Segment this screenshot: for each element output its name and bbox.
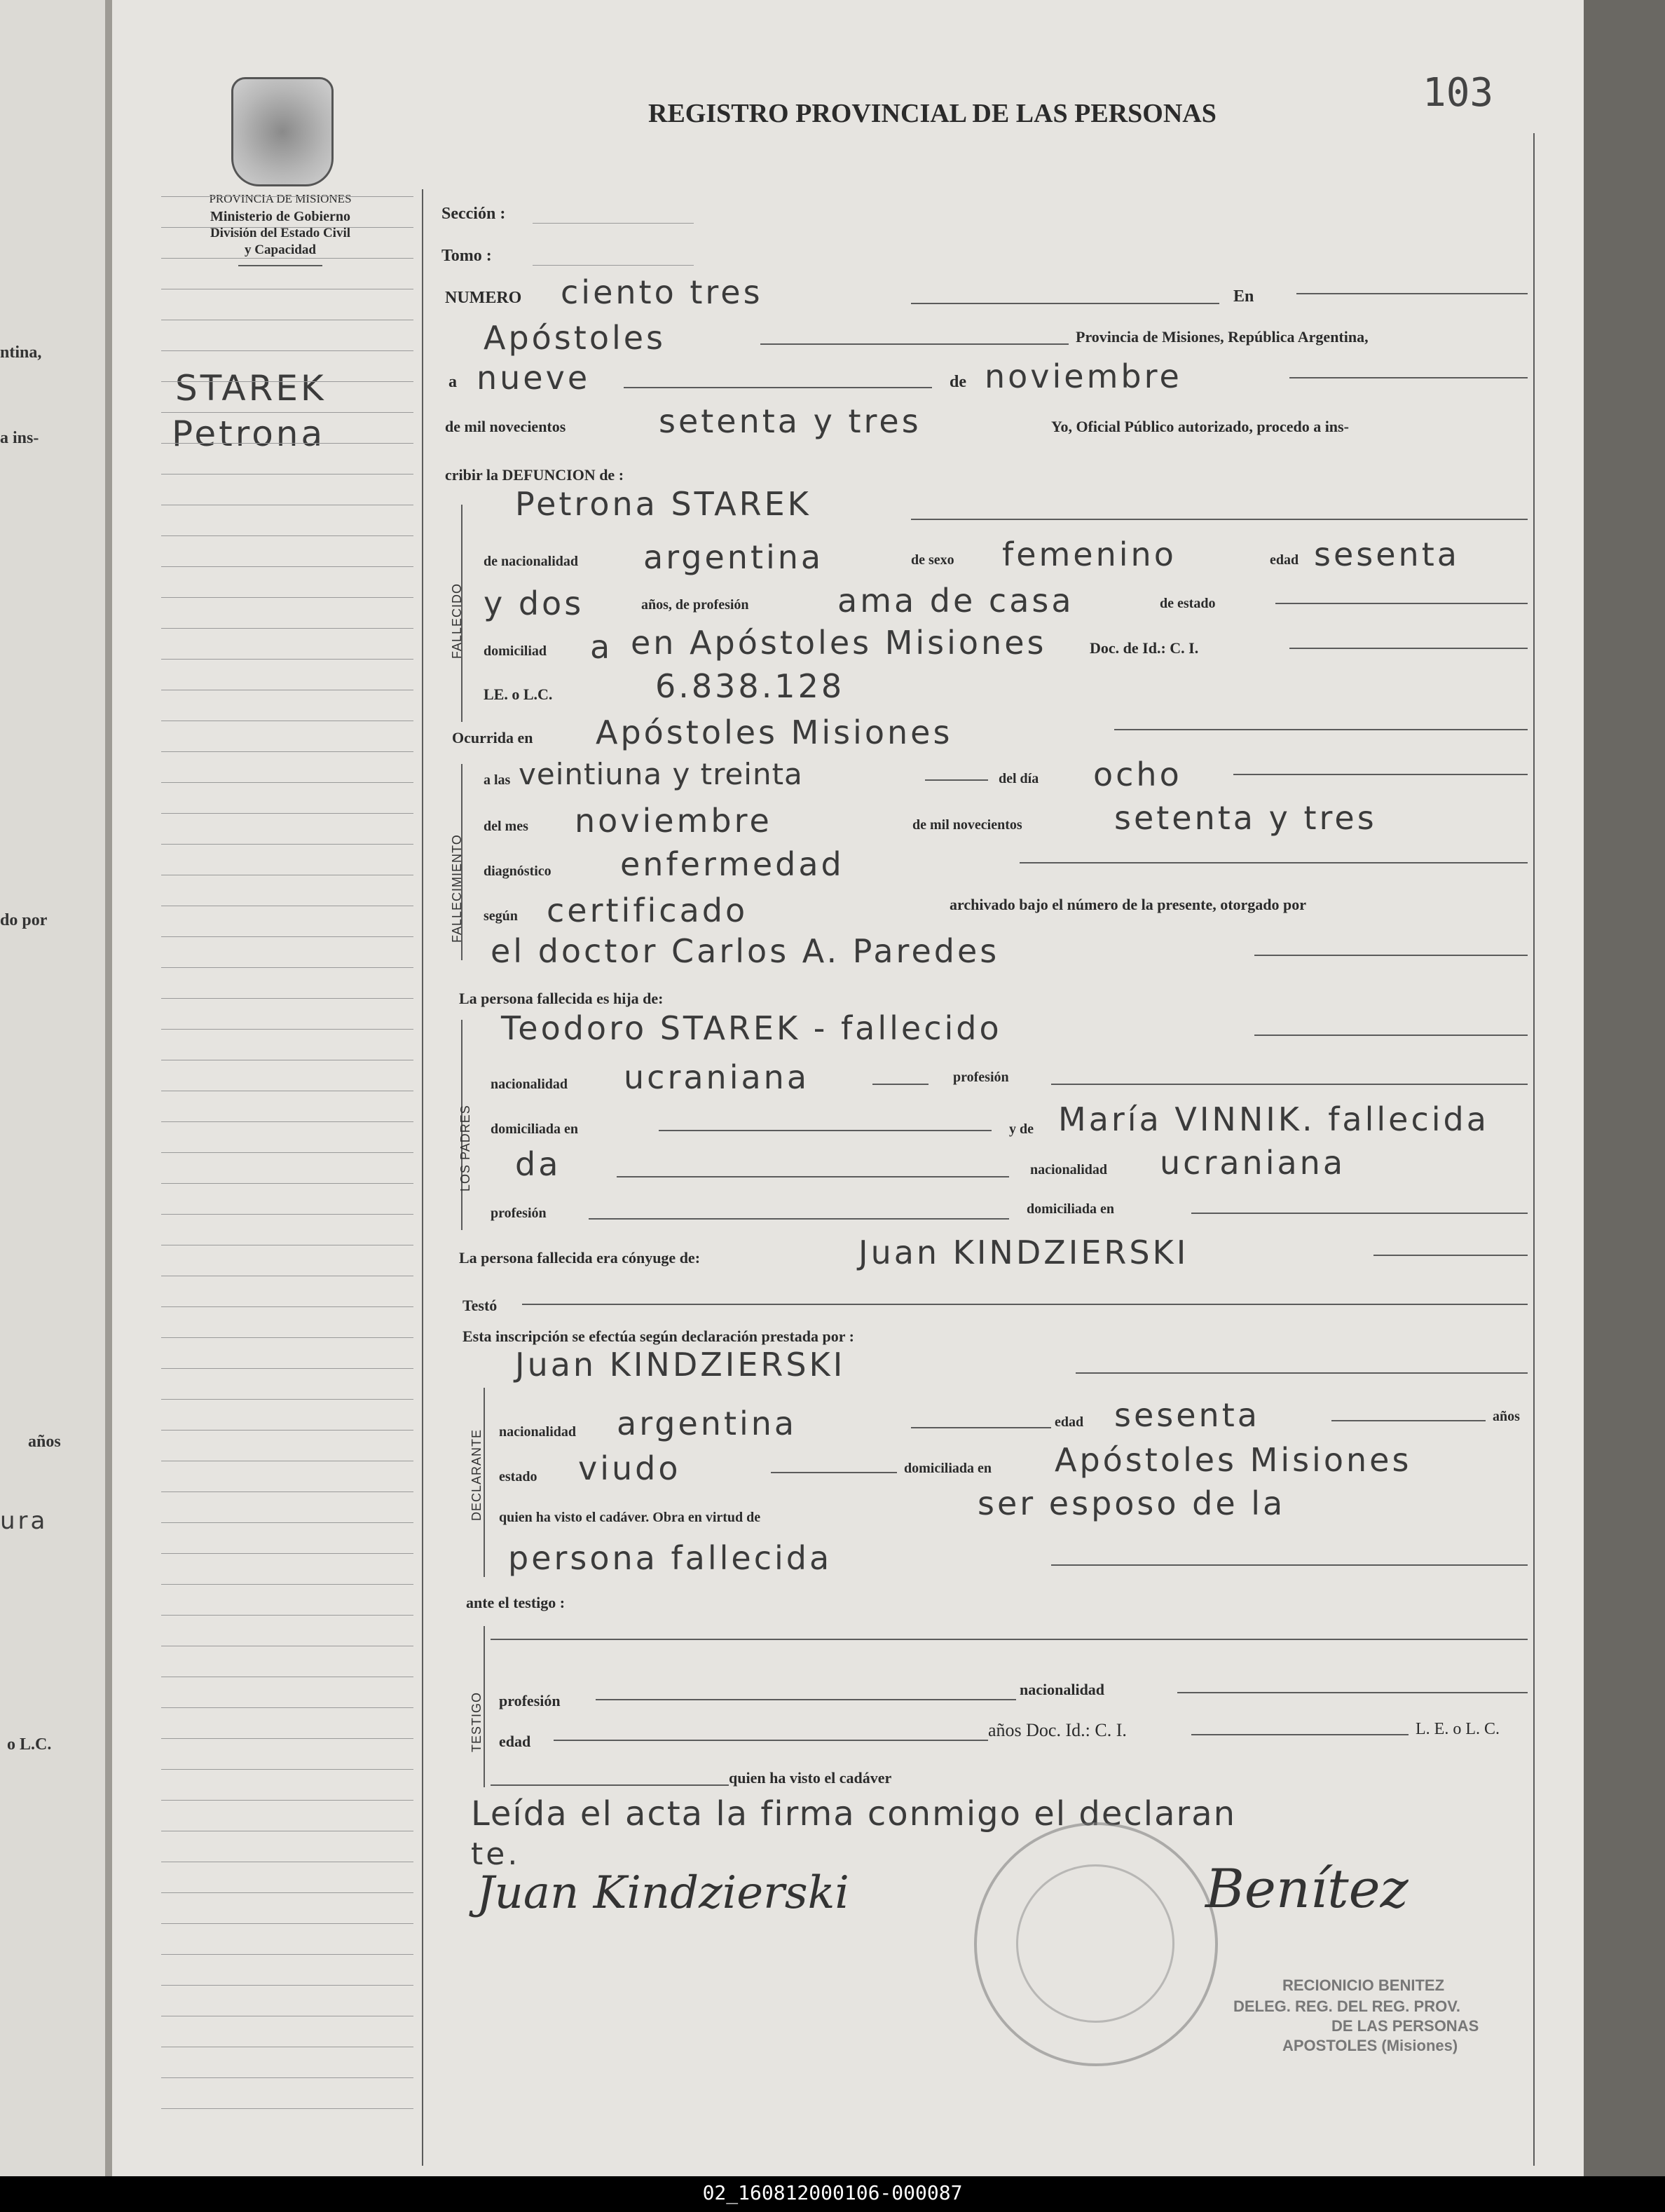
stamp-text: DE LAS PERSONAS [1331,2017,1479,2035]
field-line [596,1699,1016,1700]
margin-ruled-line [161,474,413,475]
entry-padre: Teodoro STAREK - fallecido [501,1009,1002,1047]
entry-edad: sesenta [1314,535,1460,573]
margin-ruled-column [161,196,413,2145]
margin-ruled-line [161,412,413,413]
field-line [771,1472,897,1473]
margin-surname: STAREK [175,368,327,409]
field-line [624,387,932,388]
field-line [1076,1372,1528,1374]
entry-dia: nueve [477,359,591,397]
entry-domicilio-a: a [590,628,613,666]
margin-ruled-line [161,1892,413,1893]
label-en: En [1233,287,1254,306]
entry-madre-cont: da [515,1145,561,1183]
left-fragment: o L.C. [7,1735,52,1754]
office-line: y Capacidad [245,243,316,257]
entry-declarante-estado: viudo [578,1449,681,1487]
label-de-mil-2: de mil novecientos [912,817,1022,833]
label-conyuge: La persona fallecida era cónyuge de: [459,1249,701,1267]
entry-numero: ciento tres [561,273,763,311]
margin-ruled-line [161,350,413,351]
label-estado: de estado [1160,596,1216,611]
left-fragment: ura [0,1507,48,1535]
label-archivado: archivado bajo el número de la presente, otorgado por [950,896,1307,913]
entry-declarante-virtud-cont: persona fallecida [508,1539,832,1577]
field-line [1191,1213,1528,1214]
entry-declarante-domicilio: Apóstoles Misiones [1055,1441,1412,1479]
margin-ruled-line [161,1553,413,1554]
entry-edad-cont: y dos [484,585,584,622]
field-line [1254,1035,1528,1036]
entry-cierre: Leída el acta la firma conmigo el declaran [471,1794,1237,1834]
label-tomo: Tomo : [441,247,492,265]
label-padre-profesion: profesión [953,1070,1009,1085]
label-ocurrida: Ocurrida en [452,729,533,746]
label-declarante-estado: estado [499,1469,537,1484]
margin-ruled-line [161,1029,413,1030]
field-line [1051,1564,1528,1566]
field-line [554,1740,988,1741]
side-label-padres: LOS PADRES [458,1105,472,1192]
margin-ruled-line [161,1491,413,1492]
label-hija-de: La persona fallecida es hija de: [459,990,664,1007]
entry-segun: certificado [547,892,748,929]
label-domiciliad: domiciliad [484,643,547,659]
field-line [1020,862,1528,863]
field-line [533,265,694,266]
label-declarante-visto: quien ha visto el cadáver. Obra en virtud de [499,1510,761,1525]
margin-ruled-line [161,813,413,814]
page-title: REGISTRO PROVINCIAL DE LAS PERSONAS [648,99,1217,128]
entry-mes: noviembre [985,357,1182,395]
office-line: División del Estado Civil [210,226,351,240]
field-line [491,1784,729,1786]
label-del-mes: del mes [484,819,528,834]
side-label-testigo: TESTIGO [470,1691,484,1752]
entry-nacionalidad: argentina [643,538,824,576]
side-label-fallecimiento: FALLECIMIENTO [450,834,464,943]
entry-ocurrida: Apóstoles Misiones [596,714,953,751]
margin-ruled-line [161,936,413,937]
margin-ruled-line [161,967,413,968]
entry-dia-fall: ocho [1093,756,1182,793]
margin-ruled-line [161,998,413,999]
label-declarante-anos: años [1493,1409,1520,1424]
margin-ruled-line [161,1183,413,1184]
entry-declarante-virtud: ser esposo de la [978,1484,1286,1522]
official-stamp-inner [1016,1864,1174,2023]
margin-ruled-line [161,381,413,382]
entry-doctor: el doctor Carlos A. Paredes [491,932,1000,970]
label-a-las: a las [484,772,511,788]
field-line [1051,1084,1528,1085]
entry-anio-fall: setenta y tres [1114,799,1377,837]
margin-ruled-line [161,1584,413,1585]
image-caption: 02_160812000106-000087 [702,2181,963,2204]
entry-hora: veintiuna y treinta [519,757,803,791]
right-page-rule [1533,133,1535,2166]
margin-ruled-line [161,1954,413,1955]
stamp-text: RECIONICIO BENITEZ [1282,1977,1445,1994]
label-profesion: años, de profesión [641,597,749,613]
field-line [1289,377,1528,378]
label-del-dia: del día [999,771,1039,786]
entry-mes-fall: noviembre [575,802,772,840]
margin-ruled-line [161,1430,413,1431]
margin-ruled-line [161,1985,413,1986]
entry-conyuge: Juan KINDZIERSKI [858,1234,1189,1271]
office-line: PROVINCIA DE MISIONES [209,192,352,205]
entry-cierre-cont: te. [471,1836,521,1872]
left-fragment: do por [0,911,48,929]
label-madre-domicilio: domiciliada en [1027,1201,1115,1217]
label-testigo-edad: edad [499,1733,531,1750]
margin-ruled-line [161,1214,413,1215]
label-testo: Testó [463,1297,498,1314]
margin-ruled-line [161,1738,413,1739]
entry-madre-nacionalidad: ucraniana [1160,1144,1346,1182]
left-fragment: ntina, [0,343,42,362]
label-a: a [448,373,457,391]
field-line [1233,774,1528,775]
field-line [1331,1420,1486,1421]
entry-lugar: Apóstoles [484,319,666,357]
margin-ruled-line [161,2077,413,2078]
field-line [760,343,1069,345]
stamp-text: DELEG. REG. DEL REG. PROV. [1233,1998,1460,2015]
field-line [911,303,1219,304]
label-provincia: Provincia de Misiones, República Argentina, [1076,328,1369,346]
label-testigo-visto: quien ha visto el cadáver [729,1769,892,1787]
margin-ruled-line [161,1399,413,1400]
label-segun: según [484,908,518,924]
margin-ruled-line [161,1368,413,1369]
margin-ruled-line [161,566,413,567]
label-le-lc: LE. o L.C. [484,685,553,703]
field-line [1296,293,1528,294]
label-declarante-edad: edad [1055,1414,1084,1430]
side-label-declarante: DECLARANTE [470,1428,484,1521]
entry-anio: setenta y tres [659,402,921,440]
field-line [1275,603,1528,604]
margin-ruled-line [161,1306,413,1307]
margin-ruled-line [161,258,413,259]
entry-profesion: ama de casa [837,582,1074,620]
field-line [1114,729,1528,730]
label-testigo-nacionalidad: nacionalidad [1020,1681,1105,1698]
label-madre-nacionalidad: nacionalidad [1030,1162,1108,1177]
field-line [533,223,694,224]
margin-ruled-line [161,597,413,598]
label-sexo: de sexo [911,552,954,568]
coat-of-arms-seal [231,77,334,186]
field-line [911,519,1528,520]
field-line [1177,1692,1528,1693]
margin-ruled-line [161,1615,413,1616]
label-nacionalidad: de nacionalidad [484,554,579,569]
side-label-fallecido: FALLECIDO [450,582,464,659]
entry-madre: María VINNIK. fallecida [1058,1100,1489,1138]
label-edad: edad [1270,552,1299,568]
margin-ruled-line [161,1152,413,1153]
entry-diagnostico: enfermedad [620,845,844,883]
entry-nombre: Petrona STAREK [515,485,811,523]
label-de-mil: de mil novecientos [445,418,566,435]
label-declaracion: Esta inscripción se efectúa según declaración prestada por : [463,1327,854,1345]
label-testigo-profesion: profesión [499,1692,561,1709]
margin-ruled-line [161,1800,413,1801]
label-diagnostico: diagnóstico [484,863,551,879]
margin-ruled-line [161,443,413,444]
margin-ruled-line [161,227,413,228]
entry-domicilio: en Apóstoles Misiones [631,624,1047,662]
field-line [1254,955,1528,956]
margin-ruled-line [161,1337,413,1338]
left-fragment: a ins- [0,429,39,447]
field-line [1289,648,1528,649]
margin-ruled-line [161,1707,413,1708]
label-madre-profesion: profesión [491,1206,547,1221]
field-line [617,1176,1009,1177]
entry-lc: 6.838.128 [655,667,845,705]
book-gutter [105,0,112,2176]
label-ante-testigo: ante el testigo : [466,1594,566,1611]
field-line [872,1084,929,1085]
field-line [522,1304,1528,1305]
label-cribir: cribir la DEFUNCION de : [445,466,624,484]
margin-ruled-line [161,659,413,660]
label-testigo-doc: años Doc. Id.: C. I. [988,1720,1127,1740]
margin-ruled-line [161,1522,413,1523]
label-de: de [950,373,966,391]
entry-sexo: femenino [1002,535,1177,573]
left-fragment: años [28,1433,61,1451]
margin-ruled-line [161,751,413,752]
label-numero: NUMERO [445,289,522,307]
field-line [1191,1734,1409,1735]
field-line [925,779,988,781]
office-line: Ministerio de Gobierno [210,209,350,224]
signature-declarante: Juan Kindzierski [477,1867,849,1919]
margin-ruled-line [161,196,413,197]
page-number: 103 [1423,70,1494,116]
entry-declarante-edad: sesenta [1114,1396,1260,1434]
entry-padre-nacionalidad: ucraniana [624,1058,810,1096]
margin-ruled-line [161,844,413,845]
label-y-de: y de [1009,1121,1034,1137]
label-yo-oficial: Yo, Oficial Público autorizado, procedo a ins- [1051,418,1349,435]
label-padre-nacionalidad: nacionalidad [491,1077,568,1092]
signature-oficial: Benítez [1205,1857,1409,1920]
field-line [589,1218,1009,1220]
label-declarante-domicilio: domiciliada en [904,1461,992,1476]
left-page [0,0,107,2176]
field-line [911,1427,1051,1428]
book-cover-edge [1584,0,1665,2176]
field-line [659,1130,992,1131]
label-testigo-le: L. E. o L. C. [1416,1720,1500,1738]
field-line [491,1639,1528,1640]
margin-ruled-line [161,1769,413,1770]
margin-ruled-line [161,1923,413,1924]
margin-given-name: Petrona [172,414,326,454]
margin-ruled-line [161,2108,413,2109]
label-doc: Doc. de Id.: C. I. [1090,639,1199,657]
label-padre-domicilio: domiciliada en [491,1121,579,1137]
label-declarante-nacionalidad: nacionalidad [499,1424,577,1440]
margin-ruled-line [161,628,413,629]
margin-ruled-line [161,782,413,783]
column-rule [422,189,423,2166]
field-line [1373,1255,1528,1256]
entry-declarante: Juan KINDZIERSKI [515,1346,846,1384]
stamp-text: APOSTOLES (Misiones) [1282,2037,1458,2054]
margin-ruled-line [161,1121,413,1122]
entry-declarante-nacionalidad: argentina [617,1405,797,1442]
margin-ruled-line [161,535,413,536]
label-seccion: Sección : [441,205,506,223]
